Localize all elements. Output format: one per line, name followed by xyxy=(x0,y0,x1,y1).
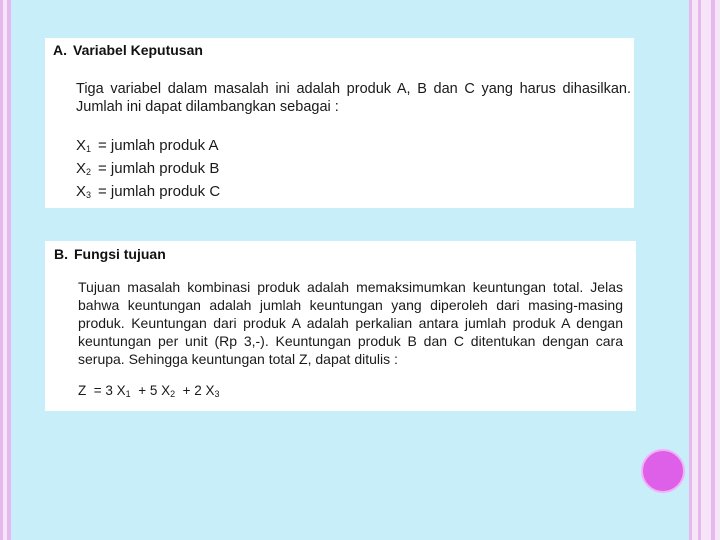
right-stripe-4 xyxy=(701,0,711,540)
section-b-letter: B. xyxy=(54,246,68,262)
section-b-line: keuntungan per unit (Rp 3,-). Keuntungan produk B dan C ditentukan dengan cara xyxy=(78,333,623,349)
section-a-line: Tiga variabel dalam masalah ini adalah produk A, B dan C yang harus dihasilkan. xyxy=(76,81,631,97)
variable-x2: $X_2$ = jumlah produk B xyxy=(76,160,220,177)
variable-x3: $X_3$ = jumlah produk C xyxy=(76,183,221,200)
section-a-heading xyxy=(53,42,203,58)
variable-x1: $X_1$ = jumlah produk A xyxy=(76,137,219,154)
section-a-title: Variabel Keputusan xyxy=(73,42,203,58)
section-b-line: produk. Keuntungan dari produk A adalah perkalian antara jumlah produk A dengan xyxy=(78,315,623,331)
section-a-line: Jumlah ini dapat dilambangkan sebagai : xyxy=(76,99,339,115)
left-stripe-inner xyxy=(7,0,11,540)
section-a-card xyxy=(45,38,634,208)
section-b-title: Fungsi tujuan xyxy=(74,246,166,262)
section-b-heading xyxy=(54,246,166,262)
section-b-line: serupa. Sehingga keuntungan total Z, dapat ditulis : xyxy=(78,351,398,367)
section-a-letter: A. xyxy=(53,42,67,58)
section-b-card xyxy=(45,241,636,411)
section-b-line: bahwa keuntungan adalah jumlah keuntungan yang diperoleh dari masing-masing xyxy=(78,297,623,313)
section-b-paragraph xyxy=(78,278,623,368)
variable-list xyxy=(76,136,220,205)
section-a-paragraph xyxy=(76,80,631,116)
section-b-line: Tujuan masalah kombinasi produk adalah memaksimumkan keuntungan total. Jelas xyxy=(78,279,623,295)
right-stripe-6 xyxy=(715,0,720,540)
decorative-circle xyxy=(641,449,685,493)
objective-formula: Z = 3 $X_1 + 5$ $X_2 + 2$ $X_3$ xyxy=(78,383,220,399)
